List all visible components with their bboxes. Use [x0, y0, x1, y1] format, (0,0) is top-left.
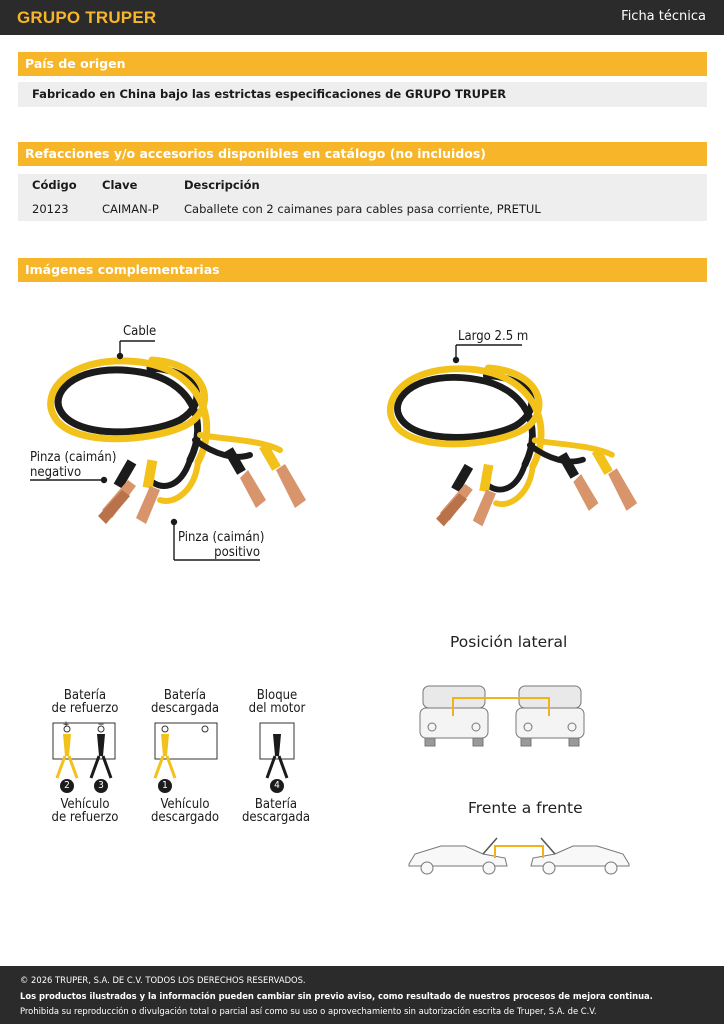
- minus-sign: −: [97, 720, 105, 730]
- negative-clamp-label-line2: negativo: [30, 465, 82, 480]
- document-type: Ficha técnica: [621, 9, 706, 24]
- table-cell-key: CAIMAN-P: [102, 202, 159, 216]
- step-4-badge: 4: [274, 780, 280, 791]
- discharged-vehicle-label-line1: Vehículo: [160, 797, 210, 812]
- positive-clamp-label-line2: positivo: [214, 545, 260, 560]
- lateral-position-cars-illustration: [415, 682, 587, 748]
- front-to-front-cars-illustration: [405, 832, 633, 880]
- table-cell-description: Caballete con 2 caimanes para cables pasa corriente, PRETUL: [184, 202, 541, 216]
- booster-battery-label-line1: Batería: [63, 688, 107, 703]
- column-header-key: Clave: [102, 178, 138, 192]
- engine-block-label-line2: del motor: [248, 701, 306, 716]
- discharged-vehicle-label-line2: descargado: [150, 810, 220, 825]
- discharged-battery-label-line2: descargada: [150, 701, 220, 716]
- positive-clamp-label-line1: Pinza (caimán): [178, 530, 265, 545]
- negative-clamp-label-line1: Pinza (caimán): [30, 450, 117, 465]
- origin-text: Fabricado en China bajo las estrictas especificaciones de GRUPO TRUPER: [18, 82, 707, 107]
- booster-vehicle-label-line1: Vehículo: [60, 797, 110, 812]
- booster-battery-label-line2: de refuerzo: [51, 701, 119, 716]
- column-header-code: Código: [32, 178, 77, 192]
- footer-notice: Los productos ilustrados y la información pueden cambiar sin previo aviso, como resultado de nuestros procesos de mejora continua.: [20, 991, 653, 1001]
- jumper-cable-length-illustration: [380, 345, 670, 555]
- discharged-battery-bottom-label-line1: Batería: [254, 797, 298, 812]
- table-cell-code: 20123: [32, 202, 69, 216]
- section-accessories-title: Refacciones y/o accesorios disponibles en catálogo (no incluidos): [18, 142, 707, 166]
- section-origin-title: País de origen: [18, 52, 707, 76]
- footer-prohibition: Prohibida su reproducción o divulgación total o parcial así como su uso o aprovechamiento sin autorización escrita de Truper, S.A. de C.V.: [20, 1006, 597, 1016]
- column-header-description: Descripción: [184, 178, 260, 192]
- plus-sign: +: [62, 720, 70, 730]
- discharged-battery-bottom-label-line2: descargada: [241, 810, 311, 825]
- cable-label: Cable: [123, 324, 157, 339]
- lateral-position-title: Posición lateral: [450, 633, 568, 651]
- truper-logo: GRUPO TRUPER: [17, 8, 157, 27]
- footer: [0, 966, 724, 1024]
- step-3-badge: 3: [98, 780, 104, 791]
- front-to-front-title: Frente a frente: [468, 799, 583, 817]
- engine-block-label-line1: Bloque: [256, 688, 298, 703]
- section-images-title: Imágenes complementarias: [18, 258, 707, 282]
- discharged-battery-label-line1: Batería: [163, 688, 207, 703]
- footer-copyright: © 2026 TRUPER, S.A. DE C.V. TODOS LOS DERECHOS RESERVADOS.: [20, 975, 306, 985]
- step-1-badge: 1: [162, 780, 168, 791]
- length-label: Largo 2.5 m: [458, 329, 529, 344]
- step-2-badge: 2: [64, 780, 70, 791]
- booster-vehicle-label-line2: de refuerzo: [51, 810, 119, 825]
